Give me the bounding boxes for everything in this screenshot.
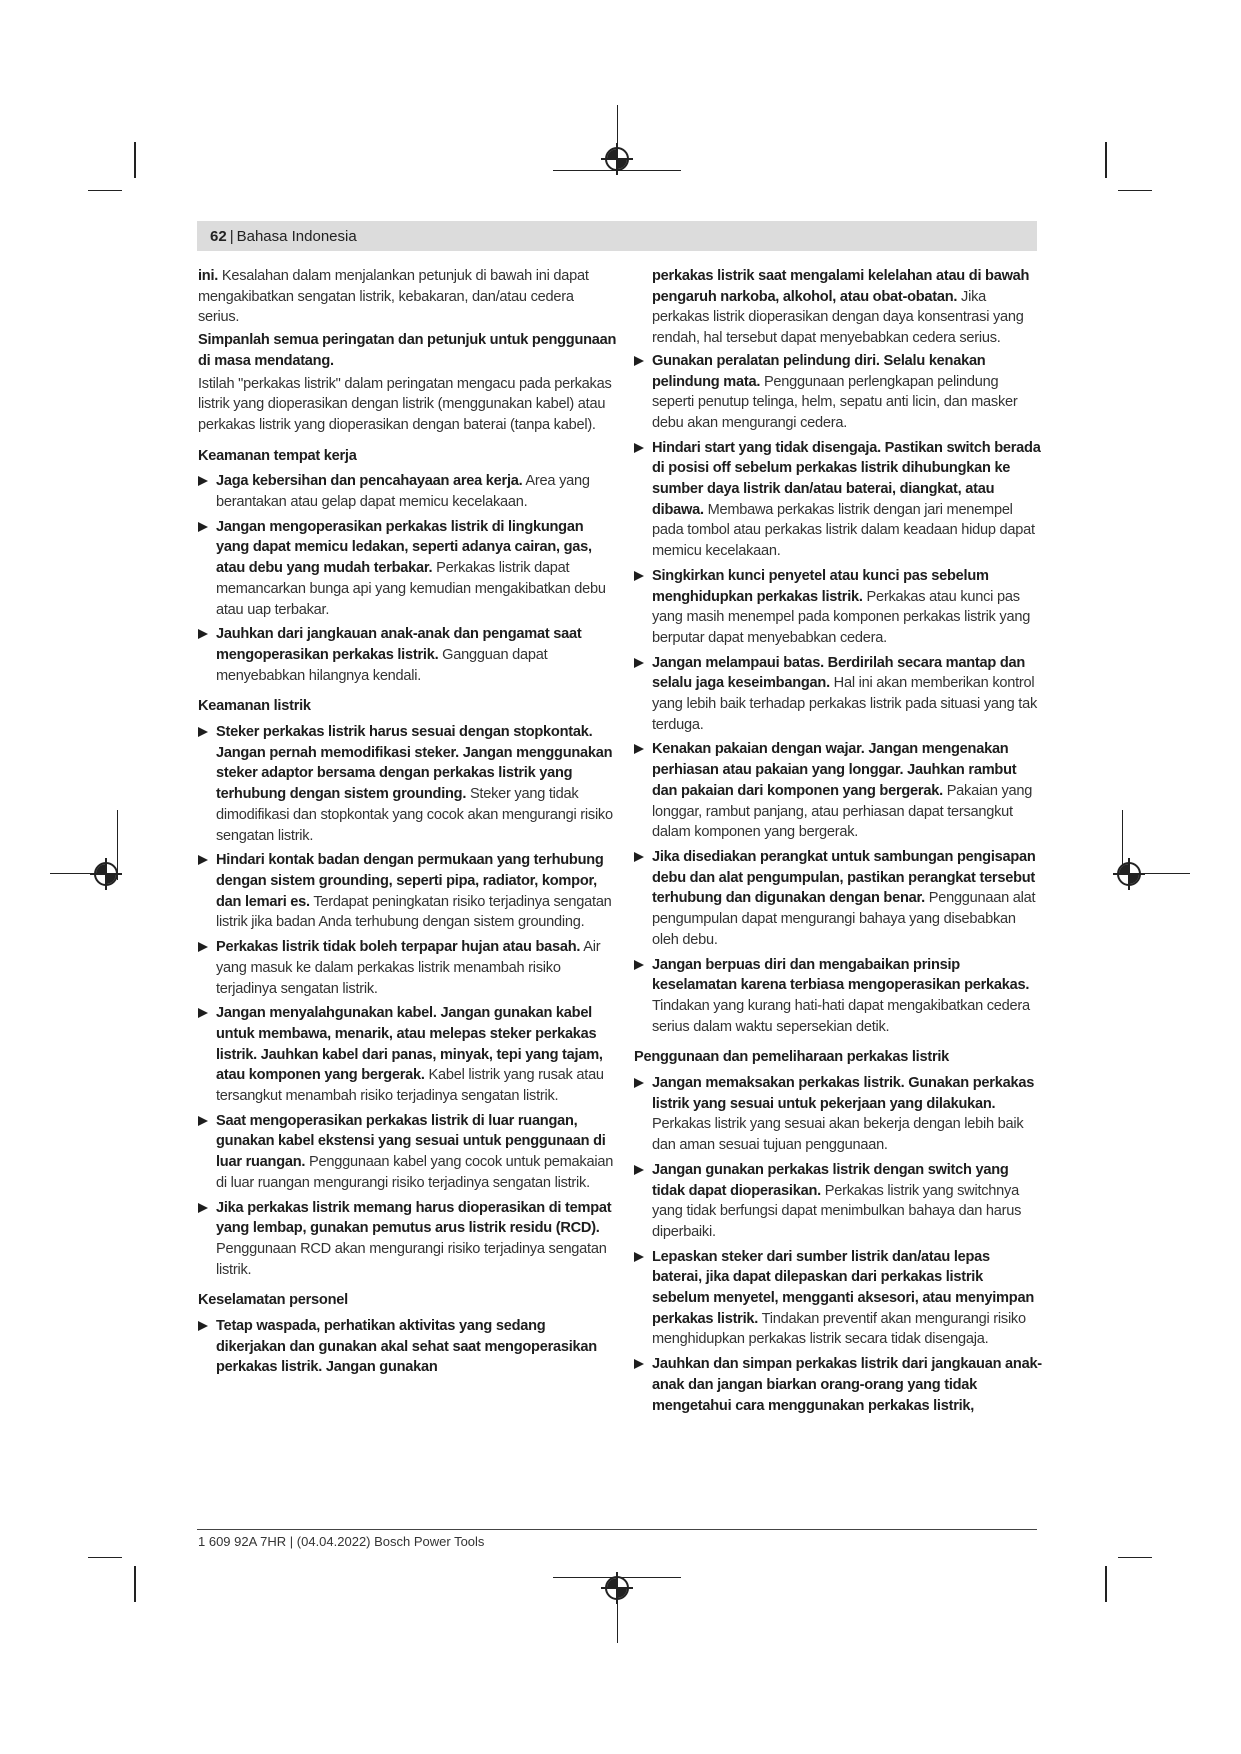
list-item xyxy=(198,1198,618,1281)
item-text: Air yang masuk ke dalam perkakas listrik menambah risiko terjadinya sengatan listrik. xyxy=(216,939,601,997)
item-text: Penggunaan perlengkapan pelindung seperti penutup telinga, helm, sepatu anti licin, dan masker debu akan mengurangi cedera. xyxy=(652,373,1018,431)
item-bold: Jauhkan dan simpan perkakas listrik dari jangkauan anak-anak dan jangan biarkan orang-orang yang tidak mengetahui cara menggunakan perkakas listrik, xyxy=(652,1356,1042,1414)
registration-mark-icon xyxy=(605,147,629,171)
section-heading: Penggunaan dan pemeliharaan perkakas listrik xyxy=(634,1049,950,1066)
section-heading: Keamanan listrik xyxy=(198,698,311,715)
list-item xyxy=(634,438,1042,562)
list-item xyxy=(634,1073,1042,1156)
footer-divider xyxy=(197,1529,1037,1530)
bullet-arrow-icon xyxy=(198,476,208,486)
bullet-arrow-icon xyxy=(634,356,644,366)
item-text: Perkakas listrik dapat memancarkan bunga api yang kemudian mengakibatkan debu atau uap terbakar. xyxy=(216,560,606,618)
item-text: Pakaian yang longgar, rambut panjang, atau perhiasan dapat tersangkut dalam komponen yang bergerak. xyxy=(652,782,1033,841)
list-item xyxy=(198,471,618,512)
list-item xyxy=(198,850,618,933)
item-text: Tindakan yang kurang hati-hati dapat mengakibatkan cedera serius dalam waktu sepersekian detik. xyxy=(652,997,1030,1035)
registration-mark-icon xyxy=(1117,862,1141,886)
list-item xyxy=(198,1316,618,1378)
list-item xyxy=(634,653,1042,736)
item-bold: Steker perkakas listrik harus sesuai dengan stopkontak. Jangan pernah memodifikasi steker. Jangan menggunakan steker adaptor bersama dengan perkakas listrik yang terhubung dengan sistem grounding. xyxy=(216,724,613,803)
bullet-arrow-icon xyxy=(634,658,644,668)
header-language: Bahasa Indonesia xyxy=(236,227,357,245)
item-bold: Jangan menyalahgunakan kabel. Jangan gunakan kabel untuk membawa, menarik, atau melepas steker perkakas listrik. Jauhkan kabel dari panas, minyak, tepi yang tajam, atau komponen yang bergerak. xyxy=(216,1005,603,1084)
item-bold: Hindari kontak badan dengan permukaan yang terhubung dengan sistem grounding, seperti pipa, radiator, kompor, dan lemari es. xyxy=(216,852,604,910)
list-item xyxy=(634,566,1042,649)
page-number: 62 xyxy=(210,227,227,245)
item-bold: Kenakan pakaian dengan wajar. Jangan mengenakan perhiasan atau pakaian yang longgar. Jauhkan rambut dan pakaian dari komponen yang bergerak. xyxy=(652,741,1017,799)
bullet-arrow-icon xyxy=(198,1321,208,1331)
save-notice: Simpanlah semua peringatan dan petunjuk untuk penggunaan di masa mendatang. xyxy=(198,332,617,369)
item-bold: Tetap waspada, perhatikan aktivitas yang sedang dikerjakan dan gunakan akal sehat saat mengoperasikan perkakas listrik. Jangan gunakan xyxy=(216,1318,597,1376)
item-text: Perkakas listrik yang switchnya yang tidak berfungsi dapat menimbulkan bahaya dan harus diperbaiki. xyxy=(652,1182,1022,1240)
crop-mark xyxy=(1118,190,1152,191)
bullet-arrow-icon xyxy=(634,744,644,754)
bullet-arrow-icon xyxy=(634,443,644,453)
crop-mark xyxy=(1105,1566,1107,1602)
item-text: Penggunaan RCD akan mengurangi risiko terjadinya sengatan listrik. xyxy=(216,1240,607,1278)
bullet-arrow-icon xyxy=(198,942,208,952)
item-text: Gangguan dapat menyebabkan hilangnya kendali. xyxy=(216,646,548,684)
right-column xyxy=(634,266,1042,1420)
item-bold: Hindari start yang tidak disengaja. Pastikan switch berada di posisi off sebelum perkakas listrik dihubungkan ke sumber daya listrik dan/atau baterai, diangkat, atau dibawa. xyxy=(652,439,1041,518)
header-separator: | xyxy=(229,227,234,245)
crop-mark xyxy=(1118,1557,1152,1558)
item-bold: Jangan berpuas diri dan mengabaikan prinsip keselamatan karena terbiasa mengoperasikan perkakas. xyxy=(652,956,1030,994)
intro-paragraph xyxy=(198,266,618,328)
item-text: Perkakas atau kunci pas yang masih menempel pada komponen perkakas listrik yang berputar dapat menyebabkan cedera. xyxy=(652,588,1031,646)
item-bold: Jangan gunakan perkakas listrik dengan switch yang tidak dapat dioperasikan. xyxy=(652,1161,1009,1199)
left-column xyxy=(198,266,618,1382)
intro-lead: ini. xyxy=(198,268,219,284)
list-item xyxy=(634,847,1042,951)
list-item xyxy=(634,1160,1042,1243)
item-text: Membawa perkakas listrik dengan jari menempel pada tombol atau perkakas listrik dalam keadaan hidup dapat memicu kecelakaan. xyxy=(652,501,1035,560)
bullet-arrow-icon xyxy=(198,1203,208,1213)
bullet-arrow-icon xyxy=(198,522,208,532)
bullet-arrow-icon xyxy=(198,1008,208,1018)
list-item xyxy=(198,624,618,686)
item-text: Terdapat peningkatan risiko terjadinya sengatan listrik jika badan Anda terhubung dengan sistem grounding. xyxy=(216,893,612,931)
bullet-arrow-icon xyxy=(634,852,644,862)
item-text: Jika perkakas listrik dioperasikan dengan daya konsentrasi yang rendah, hal tersebut dapat menyebabkan cedera serius. xyxy=(652,288,1024,347)
item-bold: Jaga kebersihan dan pencahayaan area kerja. xyxy=(216,473,523,490)
page-header xyxy=(197,221,1037,251)
section-heading: Keselamatan personel xyxy=(198,1292,348,1309)
list-item xyxy=(198,1111,618,1194)
list-item xyxy=(198,517,618,621)
registration-mark-icon xyxy=(94,862,118,886)
item-text: Kabel listrik yang rusak atau tersangkut menambah risiko terjadinya sengatan listrik. xyxy=(216,1067,604,1105)
item-bold: Gunakan peralatan pelindung diri. Selalu kenakan pelindung mata. xyxy=(652,352,986,390)
item-bold: Jauhkan dari jangkauan anak-anak dan pengamat saat mengoperasikan perkakas listrik. xyxy=(216,626,582,663)
list-item xyxy=(634,1247,1042,1351)
item-text: Penggunaan alat pengumpulan dapat mengurangi bahaya yang disebabkan oleh debu. xyxy=(652,890,1036,948)
item-bold: Saat mengoperasikan perkakas listrik di luar ruangan, gunakan kabel ekstensi yang sesuai untuk penggunaan di luar ruangan. xyxy=(216,1112,606,1171)
page-footer: 1 609 92A 7HR | (04.04.2022) Bosch Power Tools xyxy=(198,1534,485,1549)
list-item xyxy=(634,739,1042,843)
item-bold: Perkakas listrik tidak boleh terpapar hujan atau basah. xyxy=(216,939,581,956)
item-bold: Lepaskan steker dari sumber listrik dan/atau lepas baterai, jika dapat dilepaskan dari perkakas listrik sebelum menyetel, mengganti aksesori, atau menyimpan perkakas listrik. xyxy=(652,1248,1034,1327)
item-bold: Jika disediakan perangkat untuk sambungan pengisapan debu dan alat pengumpulan, pastikan perangkat tersebut terhubung dan digunakan dengan benar. xyxy=(652,848,1036,907)
item-text: Penggunaan kabel yang cocok untuk pemakaian di luar ruangan mengurangi risiko terjadinya sengatan listrik. xyxy=(216,1154,614,1191)
item-bold: Jika perkakas listrik memang harus dioperasikan di tempat yang lembap, gunakan pemutus arus listrik residu (RCD). xyxy=(216,1199,612,1237)
registration-mark-icon xyxy=(605,1576,629,1600)
item-text: Hal ini akan memberikan kontrol yang lebih baik terhadap perkakas listrik pada situasi yang tak terduga. xyxy=(652,675,1038,733)
list-item xyxy=(634,955,1042,1038)
item-bold: Jangan memaksakan perkakas listrik. Gunakan perkakas listrik yang sesuai untuk pekerjaan yang dilakukan. xyxy=(652,1075,1035,1112)
item-bold: perkakas listrik saat mengalami kelelahan atau di bawah pengaruh narkoba, alkohol, atau obat-obatan. xyxy=(652,268,1030,305)
item-bold: Jangan mengoperasikan perkakas listrik di lingkungan yang dapat memicu ledakan, seperti adanya cairan, gas, atau debu yang mudah terbakar. xyxy=(216,518,592,577)
bullet-arrow-icon xyxy=(198,1116,208,1126)
item-bold: Singkirkan kunci penyetel atau kunci pas sebelum menghidupkan perkakas listrik. xyxy=(652,567,989,605)
intro-text: Kesalahan dalam menjalankan petunjuk di bawah ini dapat mengakibatkan sengatan listrik, kebakaran, dan/atau cedera serius. xyxy=(198,268,589,326)
bullet-arrow-icon xyxy=(198,727,208,737)
bullet-arrow-icon xyxy=(634,960,644,970)
crop-mark xyxy=(88,190,122,191)
crop-mark xyxy=(1105,142,1107,178)
bullet-arrow-icon xyxy=(634,1252,644,1262)
bullet-arrow-icon xyxy=(198,629,208,639)
list-item xyxy=(198,1003,618,1107)
list-item xyxy=(198,937,618,999)
crop-mark xyxy=(134,142,136,178)
item-text: Steker yang tidak dimodifikasi dan stopkontak yang cocok akan mengurangi risiko sengatan listrik. xyxy=(216,786,613,844)
section-heading: Keamanan tempat kerja xyxy=(198,447,357,464)
bullet-arrow-icon xyxy=(634,1078,644,1088)
crop-mark xyxy=(88,1557,122,1558)
item-bold: Jangan melampaui batas. Berdirilah secara mantap dan selalu jaga keseimbangan. xyxy=(652,654,1026,692)
item-text: Tindakan preventif akan mengurangi risiko menghidupkan perkakas listrik secara tidak disengaja. xyxy=(652,1310,1026,1348)
bullet-arrow-icon xyxy=(634,571,644,581)
bullet-arrow-icon xyxy=(634,1359,644,1369)
item-text: Perkakas listrik yang sesuai akan bekerja dengan lebih baik dan aman sesuai tujuan penggunaan. xyxy=(652,1116,1024,1154)
definition-paragraph: Istilah "perkakas listrik" dalam peringatan mengacu pada perkakas listrik yang dioperasikan dengan listrik (menggunakan kabel) atau perkakas listrik yang dioperasikan dengan baterai (tanpa kabel). xyxy=(198,375,612,433)
bullet-arrow-icon xyxy=(198,855,208,865)
crop-mark xyxy=(134,1566,136,1602)
item-text: Area yang berantakan atau gelap dapat memicu kecelakaan. xyxy=(216,473,590,511)
list-item xyxy=(634,1354,1042,1416)
list-item xyxy=(634,351,1042,434)
bullet-arrow-icon xyxy=(634,1165,644,1175)
list-item xyxy=(198,722,618,846)
continued-paragraph xyxy=(634,266,1042,349)
